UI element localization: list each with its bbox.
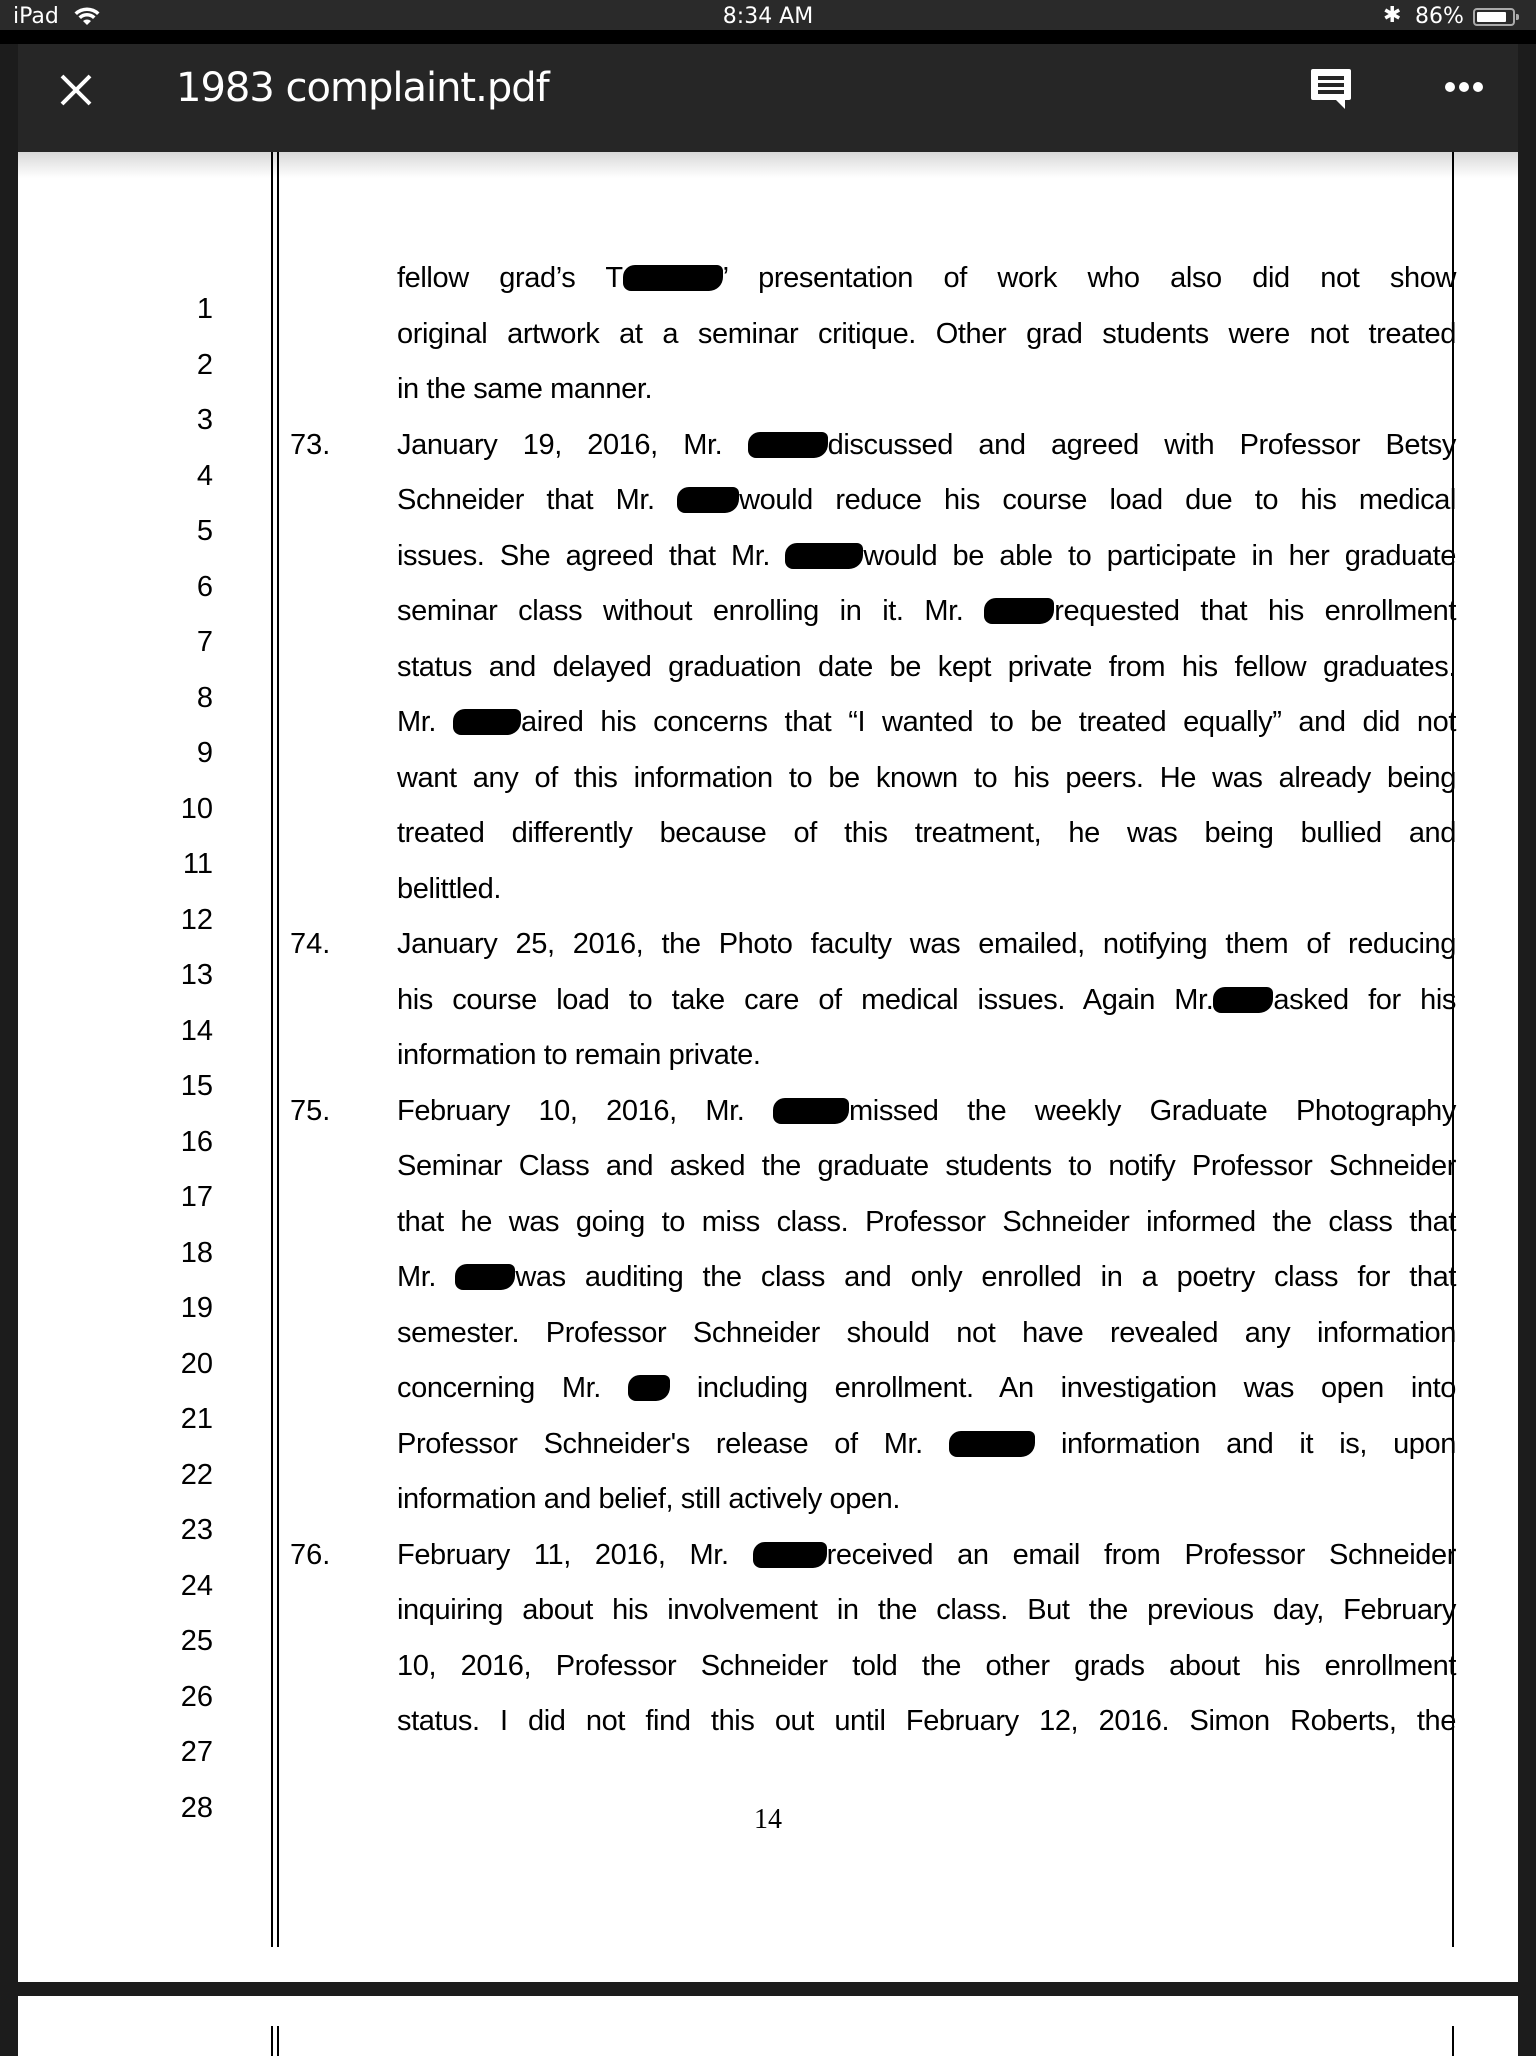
- text-line: [397, 484, 1456, 517]
- pdf-page-next[interactable]: [18, 1996, 1518, 2056]
- text-line: [397, 318, 1456, 351]
- text-segment: ’ presentation of work who also did not show: [722, 262, 1456, 294]
- line-number: 19: [180, 1292, 213, 1324]
- margin-rule-left-outer: [271, 152, 273, 1947]
- line-number: 11: [182, 848, 213, 880]
- paragraph-number: 75.: [290, 1094, 331, 1127]
- redaction-mark: [773, 1098, 849, 1124]
- text-segment: Schneider that Mr.: [397, 484, 678, 516]
- status-divider: [0, 30, 1536, 44]
- text-segment: 10, 2016, Professor Schneider told the other grads about his enrollment: [397, 1649, 1456, 1682]
- text-segment: status. I did not find this out until February 12, 2016. Simon Roberts, the: [397, 1705, 1456, 1737]
- text-segment: would reduce his course load due to his medical: [739, 484, 1456, 516]
- line-number: 27: [180, 1736, 213, 1768]
- paragraph-number: 73.: [290, 428, 331, 461]
- text-line: [397, 1650, 1456, 1683]
- redaction-mark: [748, 432, 828, 458]
- line-number: 3: [196, 404, 213, 436]
- text-line: [397, 928, 1456, 961]
- text-line: [397, 706, 1456, 739]
- text-line: [397, 873, 1456, 906]
- text-segment: information and it is, upon: [1034, 1427, 1456, 1460]
- redaction-mark: [753, 1542, 827, 1568]
- text-segment: requested that his enrollment: [1054, 595, 1456, 627]
- margin-rule-left-inner: [277, 2026, 279, 2056]
- text-segment: received an email from Professor Schneider: [826, 1538, 1457, 1571]
- line-number: 18: [180, 1236, 213, 1269]
- battery-fill: [1477, 12, 1506, 22]
- text-segment: Mr.: [397, 706, 453, 738]
- line-number: 8: [196, 681, 213, 714]
- text-line: [397, 762, 1456, 795]
- margin-rule-left-inner: [277, 152, 279, 1947]
- line-number: 6: [196, 570, 213, 603]
- text-segment: information to remain private.: [397, 1039, 761, 1071]
- battery-nub: [1516, 14, 1519, 20]
- status-bar: [0, 0, 1536, 30]
- redaction-mark: [785, 543, 863, 569]
- line-number: 7: [196, 626, 213, 658]
- line-number: 16: [180, 1125, 213, 1158]
- text-line: [397, 595, 1456, 628]
- text-segment: would be able to participate in her graduate: [863, 539, 1456, 572]
- right-gutter: [1518, 152, 1536, 2048]
- clock: 8:34 AM: [722, 4, 814, 29]
- line-number: 21: [180, 1403, 213, 1435]
- text-segment: original artwork at a seminar critique. Other grad students were not treated: [397, 317, 1456, 350]
- line-number: 1: [196, 293, 213, 325]
- pdf-page[interactable]: [18, 152, 1518, 1982]
- text-segment: Professor Schneider's release of Mr.: [397, 1427, 949, 1460]
- redaction-mark: [984, 598, 1054, 624]
- text-segment: Seminar Class and asked the graduate students to notify Professor Schneider: [397, 1150, 1456, 1182]
- redaction-mark: [623, 265, 723, 291]
- text-line: [397, 1261, 1456, 1294]
- line-number: 14: [180, 1014, 213, 1047]
- margin-rule-right: [1452, 2026, 1454, 2056]
- carrier-label: iPad: [13, 4, 59, 29]
- text-line: [397, 1539, 1456, 1572]
- text-segment: seminar class without enrolling in it. Mr.: [397, 595, 985, 627]
- line-number: 13: [180, 959, 213, 991]
- text-line: [397, 1483, 1456, 1516]
- close-icon[interactable]: [56, 70, 96, 110]
- battery-icon: [1473, 8, 1515, 26]
- text-segment: January 25, 2016, the Photo faculty was emailed, notifying them of reducing: [397, 928, 1456, 960]
- bluetooth-icon: ✱: [1383, 3, 1402, 28]
- text-segment: fellow grad’s T: [397, 262, 623, 294]
- text-segment: asked for his: [1273, 983, 1456, 1016]
- line-number: 5: [196, 515, 213, 547]
- text-line: [397, 373, 1456, 406]
- text-line: [397, 817, 1456, 850]
- page-number: 14: [754, 1804, 782, 1835]
- battery-percent: 86%: [1415, 4, 1464, 29]
- text-line: [397, 1150, 1456, 1183]
- text-segment: treated differently because of this treatment, he was being bullied and: [397, 817, 1456, 849]
- text-line: [397, 1317, 1456, 1350]
- text-line: [397, 1428, 1456, 1461]
- line-number: 12: [180, 903, 213, 936]
- text-segment: issues. She agreed that Mr.: [397, 539, 786, 572]
- redaction-mark: [1213, 987, 1273, 1013]
- line-number: 2: [196, 348, 213, 381]
- text-line: [397, 1206, 1456, 1239]
- text-segment: missed the weekly Graduate Photography: [849, 1094, 1457, 1127]
- text-line: [397, 1039, 1456, 1072]
- text-segment: including enrollment. An investigation was open into: [669, 1372, 1456, 1404]
- line-number: 17: [180, 1181, 213, 1213]
- text-line: [397, 429, 1456, 462]
- redaction-mark: [453, 709, 521, 735]
- line-number: 15: [180, 1070, 213, 1102]
- redaction-mark: [949, 1431, 1035, 1457]
- text-line: [397, 1705, 1456, 1738]
- text-segment: was auditing the class and only enrolled in a poetry class for that: [515, 1261, 1456, 1293]
- document-title: 1983 complaint.pdf: [176, 65, 549, 111]
- text-segment: semester. Professor Schneider should not have revealed any information: [397, 1316, 1456, 1349]
- redaction-mark: [455, 1264, 515, 1290]
- redaction-mark: [628, 1375, 670, 1401]
- text-segment: status and delayed graduation date be kept private from his fellow graduates.: [397, 650, 1456, 683]
- text-segment: February 10, 2016, Mr.: [397, 1094, 774, 1127]
- line-number: 20: [180, 1347, 213, 1380]
- text-segment: inquiring about his involvement in the class. But the previous day, February: [397, 1594, 1456, 1626]
- paragraph-number: 76.: [290, 1538, 331, 1571]
- text-segment: aired his concerns that “I wanted to be treated equally” and did not: [520, 706, 1456, 738]
- text-line: [397, 1372, 1456, 1405]
- line-number: 22: [180, 1458, 213, 1491]
- text-segment: discussed and agreed with Professor Betsy: [827, 428, 1456, 461]
- text-line: [397, 540, 1456, 573]
- text-segment: want any of this information to be known to his peers. He was already being: [397, 761, 1456, 794]
- line-number: 24: [180, 1569, 213, 1602]
- line-number: 23: [180, 1514, 213, 1546]
- line-number: 4: [196, 459, 213, 492]
- viewer-toolbar: [18, 44, 1518, 152]
- text-segment: his course load to take care of medical issues. Again Mr.: [397, 983, 1214, 1016]
- text-line: [397, 1594, 1456, 1627]
- text-segment: in the same manner.: [397, 373, 653, 405]
- text-segment: Mr.: [397, 1261, 456, 1293]
- page-shadow: [18, 152, 1518, 178]
- paragraph-number: 74.: [290, 928, 331, 960]
- text-line: [397, 651, 1456, 684]
- line-number: 25: [180, 1625, 213, 1657]
- text-segment: information and belief, still actively open.: [397, 1483, 901, 1515]
- text-line: [397, 984, 1456, 1017]
- text-segment: that he was going to miss class. Professor Schneider informed the class that: [397, 1205, 1456, 1238]
- line-number: 26: [180, 1680, 213, 1713]
- line-number: 10: [180, 792, 213, 825]
- text-line: [397, 262, 1456, 295]
- text-segment: February 11, 2016, Mr.: [397, 1538, 753, 1571]
- text-segment: belittled.: [397, 872, 502, 905]
- line-number: 9: [196, 737, 213, 769]
- more-icon[interactable]: [1444, 80, 1484, 94]
- margin-rule-left-outer: [271, 2026, 273, 2056]
- left-gutter: [0, 152, 18, 2048]
- text-segment: concerning Mr.: [397, 1372, 628, 1404]
- text-line: [397, 1095, 1456, 1128]
- text-segment: January 19, 2016, Mr.: [397, 428, 748, 461]
- comment-icon[interactable]: [1310, 68, 1352, 110]
- line-number: 28: [180, 1791, 213, 1824]
- redaction-mark: [677, 487, 739, 513]
